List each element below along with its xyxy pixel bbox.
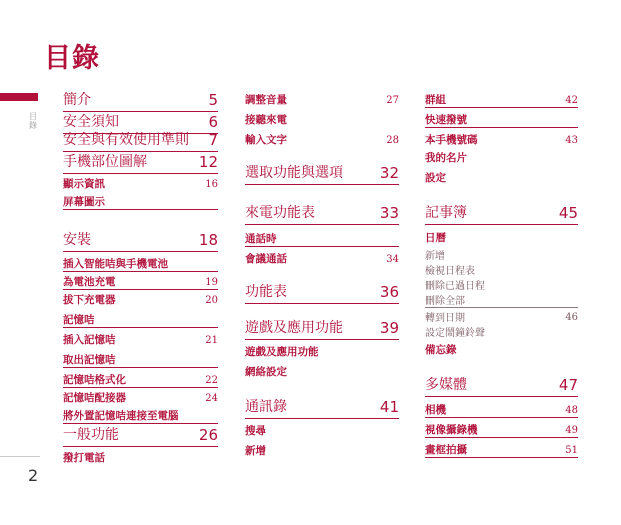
- toc-entry: [425, 248, 578, 262]
- toc-entry-label: 輸入文字: [245, 134, 287, 146]
- toc-entry-label: 遊戲及應用功能: [245, 320, 343, 336]
- toc-entry-label: 手機部位圖解: [63, 154, 147, 170]
- toc-entry-page: 26: [198, 426, 218, 444]
- page-title: 目錄: [44, 43, 100, 74]
- chapter-side-label: 目錄: [29, 112, 37, 130]
- toc-entry: [63, 451, 218, 465]
- toc-entry: [425, 378, 578, 397]
- toc-entry-label: 我的名片: [425, 152, 467, 164]
- toc-entry-label: 會議通話: [245, 253, 287, 265]
- toc-entry-page: 6: [208, 113, 218, 131]
- toc-entry-label: 撥打電話: [63, 452, 105, 464]
- toc-entry-label: 遊戲及應用功能: [245, 346, 319, 358]
- toc-entry-page: 21: [205, 335, 218, 346]
- toc-entry: [245, 424, 399, 438]
- chapter-tab-bar: [0, 93, 38, 101]
- toc-entry: [63, 233, 218, 252]
- toc-entry: [63, 155, 218, 174]
- toc-entry-page: 46: [565, 312, 578, 323]
- toc-entry: [245, 206, 399, 225]
- toc-entry-page: 16: [205, 179, 218, 190]
- toc-entry: [63, 428, 218, 447]
- toc-entry: [425, 325, 578, 339]
- toc-entry-label: 設定鬧鐘鈴聲: [425, 328, 485, 339]
- toc-entry-label: 新增: [245, 445, 266, 457]
- toc-entry: [245, 232, 399, 247]
- toc-entry-label: 網絡設定: [245, 366, 287, 378]
- toc-entry-label: 檢視日程表: [425, 266, 475, 277]
- toc-entry-page: 24: [205, 393, 218, 404]
- toc-entry-label: 群組: [425, 94, 446, 106]
- toc-entry-page: 42: [565, 95, 578, 106]
- toc-entry-page: 12: [198, 153, 218, 171]
- toc-entry-page: 27: [386, 95, 399, 106]
- toc-entry: [245, 345, 399, 359]
- toc-entry-page: 28: [386, 135, 399, 146]
- toc-entry-page: 5: [208, 91, 218, 109]
- toc-entry: [245, 166, 399, 185]
- toc-entry-page: 47: [558, 376, 578, 394]
- toc-entry-label: 插入記憶咭: [63, 334, 116, 346]
- toc-entry-label: 設定: [425, 172, 446, 184]
- toc-entry-page: 18: [198, 231, 218, 249]
- toc-entry: [425, 206, 578, 225]
- toc-entry-label: 記事簿: [425, 205, 467, 221]
- toc-entry-page: 7: [208, 131, 218, 149]
- toc-entry-label: 記憶咭配接器: [63, 392, 126, 404]
- toc-entry-label: 多媒體: [425, 377, 467, 393]
- toc-entry-label: 將外置記憶咭連接至電腦: [63, 410, 179, 422]
- toc-entry: [425, 310, 578, 324]
- toc-entry: [63, 333, 218, 347]
- toc-entry-label: 調整音量: [245, 94, 287, 106]
- toc-entry-page: 51: [565, 445, 578, 456]
- toc-entry: [245, 133, 399, 147]
- toc-entry: [245, 252, 399, 266]
- toc-entry: [425, 263, 578, 277]
- toc-entry-label: 拔下充電器: [63, 294, 116, 306]
- toc-entry: [245, 93, 399, 107]
- toc-entry-label: 畫框拍攝: [425, 444, 467, 456]
- toc-entry-label: 快速撥號: [425, 114, 467, 126]
- toc-entry-label: 轉到日期: [425, 313, 465, 324]
- toc-entry-label: 安全與有效使用準則: [63, 132, 189, 148]
- toc-entry-label: 通訊錄: [245, 399, 287, 415]
- toc-entry-label: 備忘錄: [425, 344, 457, 356]
- toc-entry: [245, 113, 399, 127]
- toc-entry-page: 32: [379, 164, 399, 182]
- toc-entry: [63, 353, 218, 368]
- page-number: 2: [28, 466, 39, 485]
- toc-entry: [245, 400, 399, 419]
- toc-entry-label: 日曆: [425, 232, 446, 244]
- toc-entry: [425, 443, 578, 458]
- toc-entry: [63, 93, 218, 112]
- toc-entry-page: 49: [565, 425, 578, 436]
- toc-entry-label: 刪除已過日程: [425, 281, 485, 292]
- toc-entry-page: 48: [565, 405, 578, 416]
- toc-entry-page: 45: [558, 204, 578, 222]
- toc-entry-label: 插入智能咭與手機電池: [63, 258, 168, 270]
- toc-entry-page: 34: [386, 254, 399, 265]
- toc-entry-label: 取出記憶咭: [63, 354, 116, 366]
- toc-entry: [425, 278, 578, 292]
- toc-entry: [63, 313, 218, 328]
- toc-entry-page: 33: [379, 204, 399, 222]
- toc-entry: [425, 423, 578, 438]
- toc-entry-label: 相機: [425, 404, 446, 416]
- toc-entry: [425, 151, 578, 165]
- toc-entry: [63, 275, 218, 290]
- toc-entry: [63, 177, 218, 191]
- toc-entry-label: 一般功能: [63, 427, 119, 443]
- toc-entry: [63, 293, 218, 307]
- toc-entry: [245, 285, 399, 304]
- toc-entry: [425, 231, 578, 245]
- toc-entry-label: 記憶咭: [63, 314, 95, 326]
- toc-entry-label: 新增: [425, 251, 445, 262]
- toc-entry-page: 39: [379, 319, 399, 337]
- toc-entry: [245, 365, 399, 379]
- toc-entry-label: 搜尋: [245, 425, 266, 437]
- toc-entry-page: 41: [379, 398, 399, 416]
- toc-entry: [425, 133, 578, 147]
- toc-entry-page: 19: [205, 277, 218, 288]
- toc-entry: [245, 444, 399, 458]
- toc-entry-label: 簡介: [63, 92, 91, 108]
- toc-entry-page: 36: [379, 283, 399, 301]
- toc-entry-label: 功能表: [245, 284, 287, 300]
- toc-entry-label: 本手機號碼: [425, 134, 478, 146]
- toc-entry: [425, 113, 578, 128]
- toc-entry: [63, 391, 218, 405]
- toc-entry-label: 屏幕圖示: [63, 196, 105, 208]
- toc-entry: [245, 321, 399, 340]
- toc-entry-page: 20: [205, 295, 218, 306]
- toc-entry: [425, 343, 578, 357]
- toc-entry: [425, 293, 578, 308]
- toc-entry: [425, 93, 578, 108]
- toc-entry-label: 安裝: [63, 232, 91, 248]
- toc-entry: [63, 257, 218, 272]
- toc-entry-label: 安全須知: [63, 114, 119, 130]
- toc-entry-label: 通話時: [245, 233, 277, 245]
- toc-entry: [425, 171, 578, 185]
- toc-entry: [63, 373, 218, 388]
- toc-entry: [63, 195, 218, 210]
- toc-entry-page: 43: [565, 135, 578, 146]
- toc-entry-label: 記憶咭格式化: [63, 374, 126, 386]
- toc-entry-label: 接聽來電: [245, 114, 287, 126]
- toc-entry-label: 來電功能表: [245, 205, 315, 221]
- toc-entry-label: 選取功能與選項: [245, 165, 343, 181]
- toc-entry: [63, 409, 218, 424]
- toc-entry-label: 刪除全部: [425, 296, 465, 307]
- toc-entry: [425, 403, 578, 418]
- toc-entry-label: 視像攝錄機: [425, 424, 478, 436]
- page-number-rule: [0, 456, 40, 457]
- toc-entry-page: 22: [205, 375, 218, 386]
- toc-entry-label: 顯示資訊: [63, 178, 105, 190]
- toc-entry-label: 為電池充電: [63, 276, 116, 288]
- toc-entry: [63, 133, 218, 152]
